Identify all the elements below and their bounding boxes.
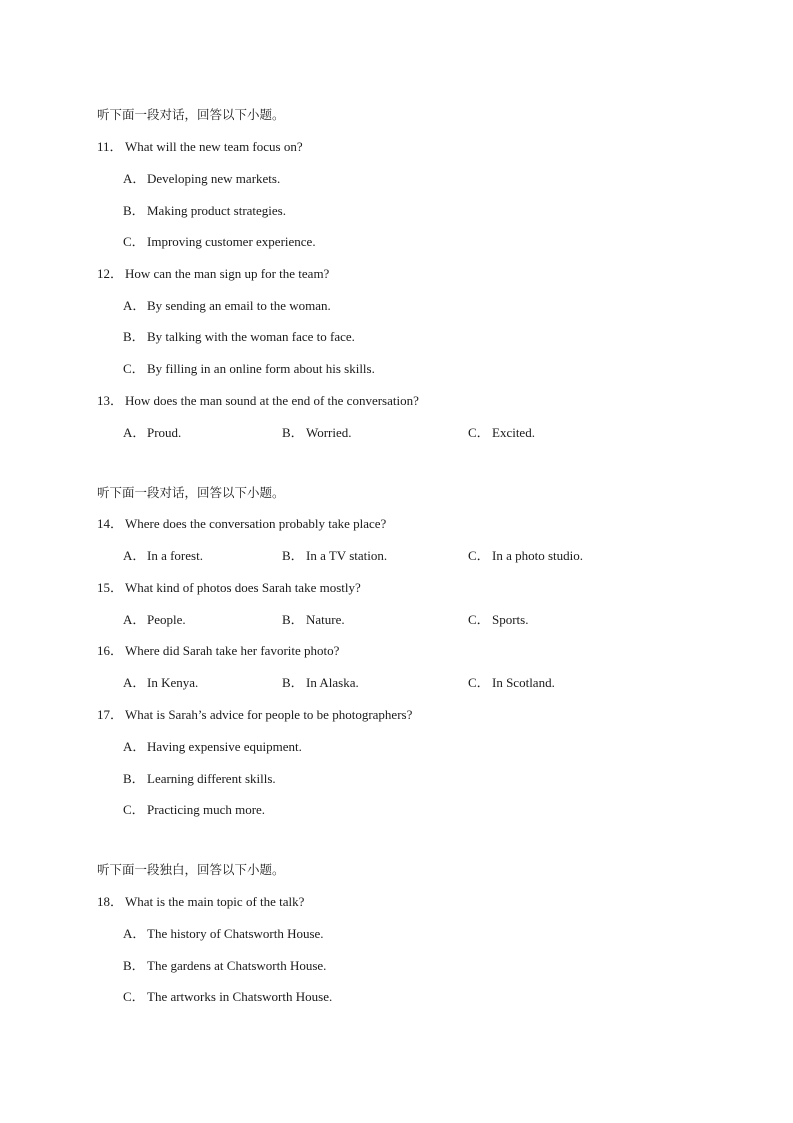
option-text: By talking with the woman face to face. xyxy=(147,329,355,344)
option-18-b xyxy=(123,958,326,974)
question-number: 15． xyxy=(97,580,124,595)
question-text: What kind of photos does Sarah take mostly? xyxy=(125,580,361,595)
option-letter: B． xyxy=(123,329,145,344)
section-heading: 听下面一段独白，回答以下小题。 xyxy=(97,862,285,877)
question-text: What will the new team focus on? xyxy=(125,139,303,154)
section-heading: 听下面一段对话，回答以下小题。 xyxy=(97,485,285,500)
option-14-c xyxy=(468,548,583,564)
option-text: Practicing much more. xyxy=(147,802,266,817)
option-12-b xyxy=(123,329,355,345)
option-letter: B． xyxy=(282,612,304,627)
option-text: Proud. xyxy=(147,425,182,440)
option-11-a xyxy=(123,171,280,187)
question-number: 17． xyxy=(97,707,124,722)
option-letter: A． xyxy=(123,926,146,941)
option-letter: B． xyxy=(123,771,145,786)
option-text: By filling in an online form about his skills. xyxy=(147,361,375,376)
option-text: Making product strategies. xyxy=(147,203,286,218)
question-14 xyxy=(97,516,386,532)
option-text: The artworks in Chatsworth House. xyxy=(147,989,333,1004)
option-14-a xyxy=(123,548,203,564)
question-text: How can the man sign up for the team? xyxy=(125,266,330,281)
option-15-c xyxy=(468,612,528,628)
question-text: What is the main topic of the talk? xyxy=(125,894,305,909)
option-text: In a forest. xyxy=(147,548,203,563)
option-17-b xyxy=(123,771,276,787)
option-letter: A． xyxy=(123,612,146,627)
option-letter: A． xyxy=(123,425,146,440)
option-16-c xyxy=(468,675,555,691)
option-text: In Kenya. xyxy=(147,675,199,690)
question-11 xyxy=(97,139,303,155)
question-number: 18． xyxy=(97,894,124,909)
option-text: In Scotland. xyxy=(492,675,555,690)
question-number: 14． xyxy=(97,516,124,531)
option-17-a xyxy=(123,739,302,755)
option-letter: B． xyxy=(282,425,304,440)
option-14-b xyxy=(282,548,387,564)
question-15 xyxy=(97,580,361,596)
option-text: In Alaska. xyxy=(306,675,359,690)
question-text: Where does the conversation probably take place? xyxy=(125,516,387,531)
option-text: Excited. xyxy=(492,425,535,440)
option-letter: B． xyxy=(282,675,304,690)
option-18-a xyxy=(123,926,324,942)
option-text: In a photo studio. xyxy=(492,548,583,563)
option-text: Learning different skills. xyxy=(147,771,276,786)
option-letter: B． xyxy=(123,203,145,218)
option-letter: C． xyxy=(468,425,490,440)
option-text: The history of Chatsworth House. xyxy=(147,926,324,941)
option-text: Having expensive equipment. xyxy=(147,739,302,754)
option-11-b xyxy=(123,203,286,219)
question-17 xyxy=(97,707,412,723)
option-letter: C． xyxy=(468,548,490,563)
option-text: By sending an email to the woman. xyxy=(147,298,331,313)
option-text: Nature. xyxy=(306,612,345,627)
option-18-c xyxy=(123,989,332,1005)
question-16 xyxy=(97,643,339,659)
option-text: Developing new markets. xyxy=(147,171,281,186)
option-letter: B． xyxy=(123,958,145,973)
question-12 xyxy=(97,266,329,282)
option-text: In a TV station. xyxy=(306,548,388,563)
option-letter: C． xyxy=(123,802,145,817)
option-12-a xyxy=(123,298,331,314)
option-11-c xyxy=(123,234,316,250)
option-letter: C． xyxy=(123,361,145,376)
option-letter: C． xyxy=(468,675,490,690)
question-number: 13． xyxy=(97,393,124,408)
option-letter: A． xyxy=(123,739,146,754)
option-17-c xyxy=(123,802,265,818)
option-text: People. xyxy=(147,612,186,627)
option-letter: A． xyxy=(123,675,146,690)
question-number: 11． xyxy=(97,139,123,154)
option-letter: B． xyxy=(282,548,304,563)
option-letter: A． xyxy=(123,548,146,563)
option-12-c xyxy=(123,361,375,377)
option-letter: C． xyxy=(468,612,490,627)
question-number: 16． xyxy=(97,643,124,658)
question-text: Where did Sarah take her favorite photo? xyxy=(125,643,340,658)
question-13 xyxy=(97,393,419,409)
option-13-c xyxy=(468,425,535,441)
option-16-b xyxy=(282,675,359,691)
option-text: Sports. xyxy=(492,612,529,627)
section-heading: 听下面一段对话，回答以下小题。 xyxy=(97,107,285,122)
question-18 xyxy=(97,894,304,910)
option-15-b xyxy=(282,612,345,628)
question-text: What is Sarah’s advice for people to be photographers? xyxy=(125,707,413,722)
question-text: How does the man sound at the end of the conversation? xyxy=(125,393,419,408)
option-16-a xyxy=(123,675,198,691)
option-text: The gardens at Chatsworth House. xyxy=(147,958,327,973)
option-letter: A． xyxy=(123,298,146,313)
question-number: 12． xyxy=(97,266,124,281)
option-13-b xyxy=(282,425,352,441)
option-text: Worried. xyxy=(306,425,352,440)
option-letter: A． xyxy=(123,171,146,186)
option-letter: C． xyxy=(123,234,145,249)
option-15-a xyxy=(123,612,186,628)
option-text: Improving customer experience. xyxy=(147,234,316,249)
option-13-a xyxy=(123,425,181,441)
option-letter: C． xyxy=(123,989,145,1004)
